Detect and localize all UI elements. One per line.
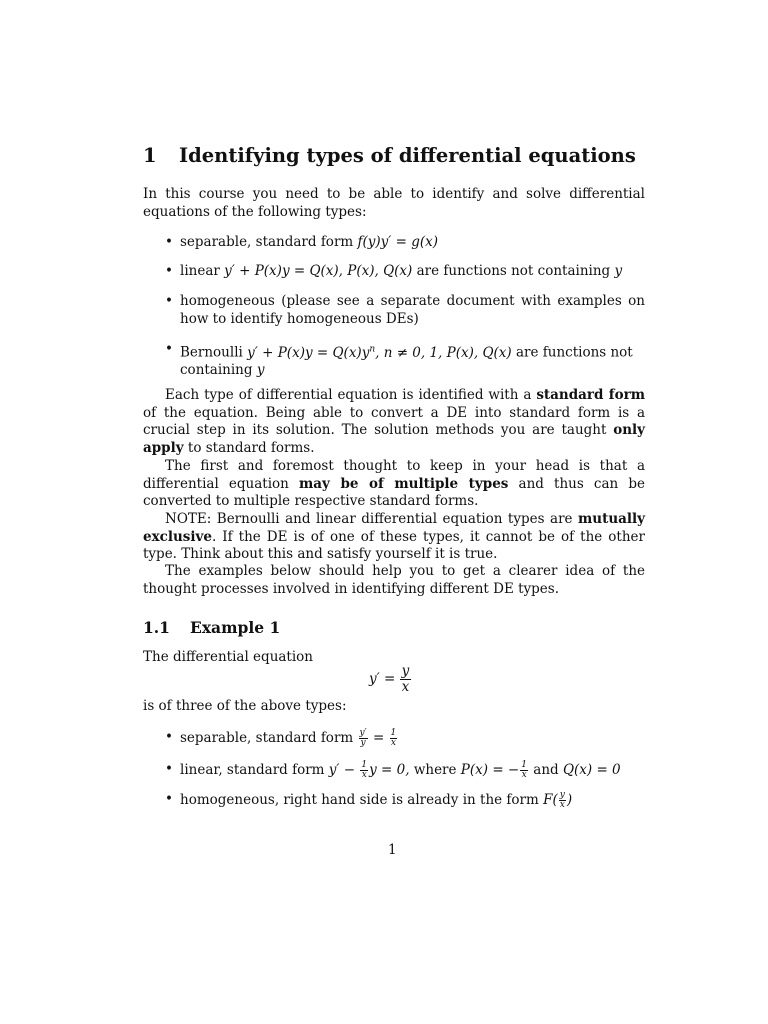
list-item-bernoulli: • Bernoulli $y' + P(x)y = Q(x)y^n$, n ≠ 0, 1, P(x), Q(x) are functions not containing y bbox=[165, 341, 633, 378]
bullet-icon: • bbox=[165, 234, 173, 250]
paragraph-note: NOTE: Bernoulli and linear differential equation types are mutually exclusive. If the DE is of one of these types, it cannot be of the other type. Think about this and satisfy yourself it is true. bbox=[143, 511, 645, 562]
list-item-homogeneous: • homogeneous (please see a separate document with examples on how to identify homogeneous DEs) bbox=[165, 293, 645, 327]
example-after-text: is of three of the above types: bbox=[143, 698, 347, 714]
section-number: 1 bbox=[143, 144, 157, 167]
bullet-icon: • bbox=[165, 729, 173, 745]
example-item-separable: • separable, standard form $\frac{y'}{y}$ = $\frac{1}{x}$ bbox=[165, 728, 397, 748]
example-lead-text: The differential equation bbox=[143, 649, 313, 665]
section-heading bbox=[143, 146, 636, 166]
math-formula: y′ + P(x)y = Q(x), P(x), Q(x) bbox=[224, 263, 413, 279]
section-title: Identifying types of differential equations bbox=[179, 144, 636, 167]
paragraph-examples: The examples below should help you to get a clearer idea of the thought processes involved in identifying different DE types. bbox=[143, 563, 645, 597]
math-formula: $y' + P(x)y = Q(x)y^n$, n ≠ 0, 1, P(x), Q(x) bbox=[247, 344, 512, 361]
intro-paragraph: In this course you need to be able to identify and solve differential equations of the following types: bbox=[143, 186, 645, 220]
bullet-icon: • bbox=[165, 293, 173, 309]
bullet-icon: • bbox=[165, 791, 173, 807]
bullet-icon: • bbox=[165, 761, 173, 777]
subsection-title: Example 1 bbox=[190, 618, 281, 637]
bullet-icon: • bbox=[165, 341, 173, 357]
display-equation: y′ = $\frac{y}{x}$ bbox=[369, 663, 410, 695]
example-item-homogeneous: • homogeneous, right hand side is already in the form F( $\frac{y}{x}$ ) bbox=[165, 790, 573, 810]
example-item-linear: • linear, standard form y′ − $\frac{1}{x}$ y = 0, where P(x) = − $\frac{1}{x}$ and Q(x) = 0 bbox=[165, 760, 621, 780]
document-page bbox=[143, 0, 645, 1024]
paragraph-multiple-types: The first and foremost thought to keep in your head is that a differential equation may be of multiple types and thus can be converted to multiple respective standard forms. bbox=[143, 458, 646, 509]
subsection-heading bbox=[143, 620, 280, 636]
subsection-number: 1.1 bbox=[143, 618, 170, 637]
list-item-linear: • linear y′ + P(x)y = Q(x), P(x), Q(x) are functions not containing y bbox=[165, 263, 623, 279]
math-formula: f(y)y′ = g(x) bbox=[357, 234, 439, 250]
list-item-separable: • separable, standard form f(y)y′ = g(x) bbox=[165, 234, 439, 250]
page-number: 1 bbox=[388, 842, 397, 858]
paragraph-standard-form: Each type of differential equation is identified with a standard form of the equation. Being able to convert a DE into standard form is a crucial step in its solution. The solution methods you are taught only apply to standard forms. bbox=[143, 387, 646, 456]
bullet-icon: • bbox=[165, 263, 173, 279]
